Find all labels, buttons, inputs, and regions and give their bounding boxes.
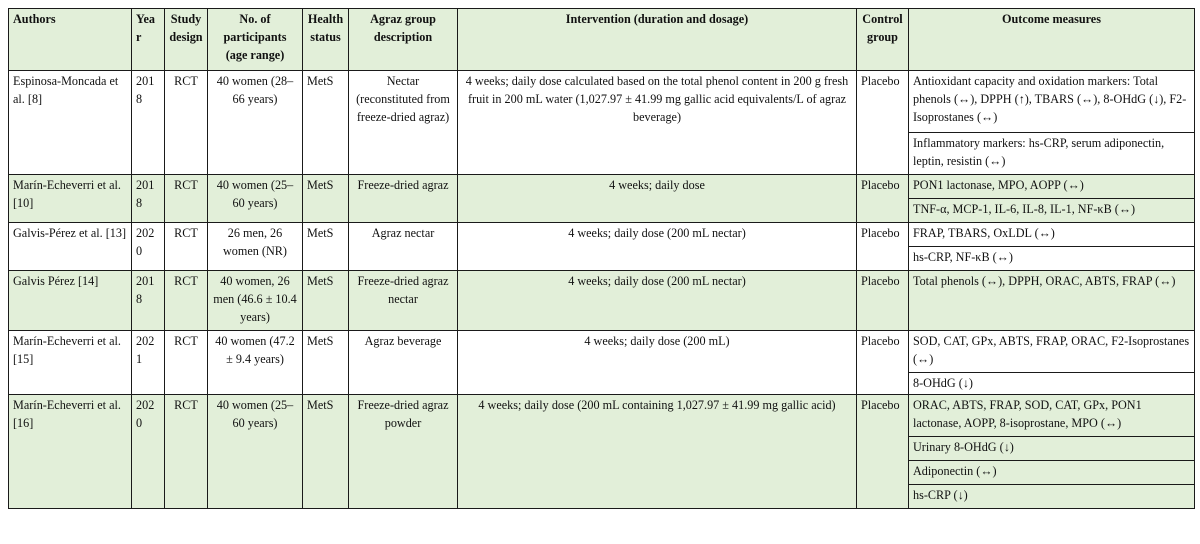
header-participants: No. of participants (age range) <box>208 9 303 71</box>
cell-study-design: RCT <box>165 71 208 175</box>
cell-study-design: RCT <box>165 331 208 395</box>
cell-year: 2021 <box>132 331 165 395</box>
cell-outcome-measure: Inflammatory markers: hs-CRP, serum adiponectin, leptin, resistin (↔) <box>909 133 1195 175</box>
cell-outcome-measure: PON1 lactonase, MPO, AOPP (↔) <box>909 175 1195 199</box>
cell-authors: Galvis Pérez [14] <box>9 271 132 331</box>
cell-control-group: Placebo <box>857 223 909 271</box>
cell-year: 2018 <box>132 71 165 175</box>
cell-outcome-measure: Total phenols (↔), DPPH, ORAC, ABTS, FRAP (↔) <box>909 271 1195 331</box>
cell-control-group: Placebo <box>857 71 909 175</box>
cell-intervention: 4 weeks; daily dose (200 mL) <box>458 331 857 395</box>
cell-authors: Marín-Echeverri et al. [16] <box>9 395 132 509</box>
table-row <box>9 71 1195 133</box>
cell-outcome-measure: Adiponectin (↔) <box>909 461 1195 485</box>
cell-participants: 40 women (25–60 years) <box>208 395 303 509</box>
table-row <box>9 223 1195 247</box>
cell-agraz-group: Agraz beverage <box>349 331 458 395</box>
header-row <box>9 9 1195 71</box>
cell-participants: 40 women, 26 men (46.6 ± 10.4 years) <box>208 271 303 331</box>
cell-agraz-group: Agraz nectar <box>349 223 458 271</box>
header-agraz-group: Agraz group description <box>349 9 458 71</box>
cell-agraz-group: Freeze-dried agraz <box>349 175 458 223</box>
cell-year: 2020 <box>132 223 165 271</box>
cell-health-status: MetS <box>303 271 349 331</box>
table-row <box>9 271 1195 331</box>
header-outcome-measures: Outcome measures <box>909 9 1195 71</box>
cell-agraz-group: Nectar (reconstituted from freeze-dried agraz) <box>349 71 458 175</box>
cell-outcome-measure: Antioxidant capacity and oxidation markers: Total phenols (↔), DPPH (↑), TBARS (↔), 8-OHdG (↓), F2-Isoprostanes (↔) <box>909 71 1195 133</box>
cell-study-design: RCT <box>165 271 208 331</box>
cell-health-status: MetS <box>303 175 349 223</box>
cell-participants: 26 men, 26 women (NR) <box>208 223 303 271</box>
cell-agraz-group: Freeze-dried agraz powder <box>349 395 458 509</box>
cell-outcome-measure: SOD, CAT, GPx, ABTS, FRAP, ORAC, F2-Isoprostanes (↔) <box>909 331 1195 373</box>
cell-outcome-measure: TNF-α, MCP-1, IL-6, IL-8, IL-1, NF-κB (↔) <box>909 199 1195 223</box>
header-health-status: Health status <box>303 9 349 71</box>
header-year: Year <box>132 9 165 71</box>
cell-outcome-measure: hs-CRP, NF-κB (↔) <box>909 247 1195 271</box>
table-row <box>9 331 1195 373</box>
cell-outcome-measure: Urinary 8-OHdG (↓) <box>909 437 1195 461</box>
cell-year: 2020 <box>132 395 165 509</box>
cell-control-group: Placebo <box>857 395 909 509</box>
cell-outcome-measure: ORAC, ABTS, FRAP, SOD, CAT, GPx, PON1 lactonase, AOPP, 8-isoprostane, MPO (↔) <box>909 395 1195 437</box>
cell-participants: 40 women (28–66 years) <box>208 71 303 175</box>
cell-study-design: RCT <box>165 395 208 509</box>
cell-authors: Galvis-Pérez et al. [13] <box>9 223 132 271</box>
table-row <box>9 395 1195 437</box>
header-control-group: Control group <box>857 9 909 71</box>
cell-control-group: Placebo <box>857 175 909 223</box>
cell-outcome-measure: FRAP, TBARS, OxLDL (↔) <box>909 223 1195 247</box>
cell-health-status: MetS <box>303 395 349 509</box>
cell-year: 2018 <box>132 271 165 331</box>
studies-table <box>8 8 1195 509</box>
cell-intervention: 4 weeks; daily dose (200 mL nectar) <box>458 271 857 331</box>
cell-outcome-measure: hs-CRP (↓) <box>909 485 1195 509</box>
cell-intervention: 4 weeks; daily dose calculated based on the total phenol content in 200 g fresh fruit in 200 mL water (1,027.97 ± 41.99 mg gallic acid equivalents/L of agraz beverage) <box>458 71 857 175</box>
table-row <box>9 175 1195 199</box>
cell-participants: 40 women (25–60 years) <box>208 175 303 223</box>
cell-control-group: Placebo <box>857 331 909 395</box>
header-study-design: Study design <box>165 9 208 71</box>
cell-control-group: Placebo <box>857 271 909 331</box>
cell-health-status: MetS <box>303 223 349 271</box>
studies-table-body <box>9 71 1195 509</box>
cell-intervention: 4 weeks; daily dose (200 mL nectar) <box>458 223 857 271</box>
cell-study-design: RCT <box>165 223 208 271</box>
cell-intervention: 4 weeks; daily dose <box>458 175 857 223</box>
cell-agraz-group: Freeze-dried agraz nectar <box>349 271 458 331</box>
cell-authors: Marín-Echeverri et al. [10] <box>9 175 132 223</box>
cell-study-design: RCT <box>165 175 208 223</box>
cell-year: 2018 <box>132 175 165 223</box>
cell-outcome-measure: 8-OHdG (↓) <box>909 373 1195 395</box>
cell-authors: Marín-Echeverri et al. [15] <box>9 331 132 395</box>
cell-health-status: MetS <box>303 71 349 175</box>
cell-participants: 40 women (47.2 ± 9.4 years) <box>208 331 303 395</box>
cell-health-status: MetS <box>303 331 349 395</box>
cell-authors: Espinosa-Moncada et al. [8] <box>9 71 132 175</box>
header-authors: Authors <box>9 9 132 71</box>
header-intervention: Intervention (duration and dosage) <box>458 9 857 71</box>
cell-intervention: 4 weeks; daily dose (200 mL containing 1,027.97 ± 41.99 mg gallic acid) <box>458 395 857 509</box>
